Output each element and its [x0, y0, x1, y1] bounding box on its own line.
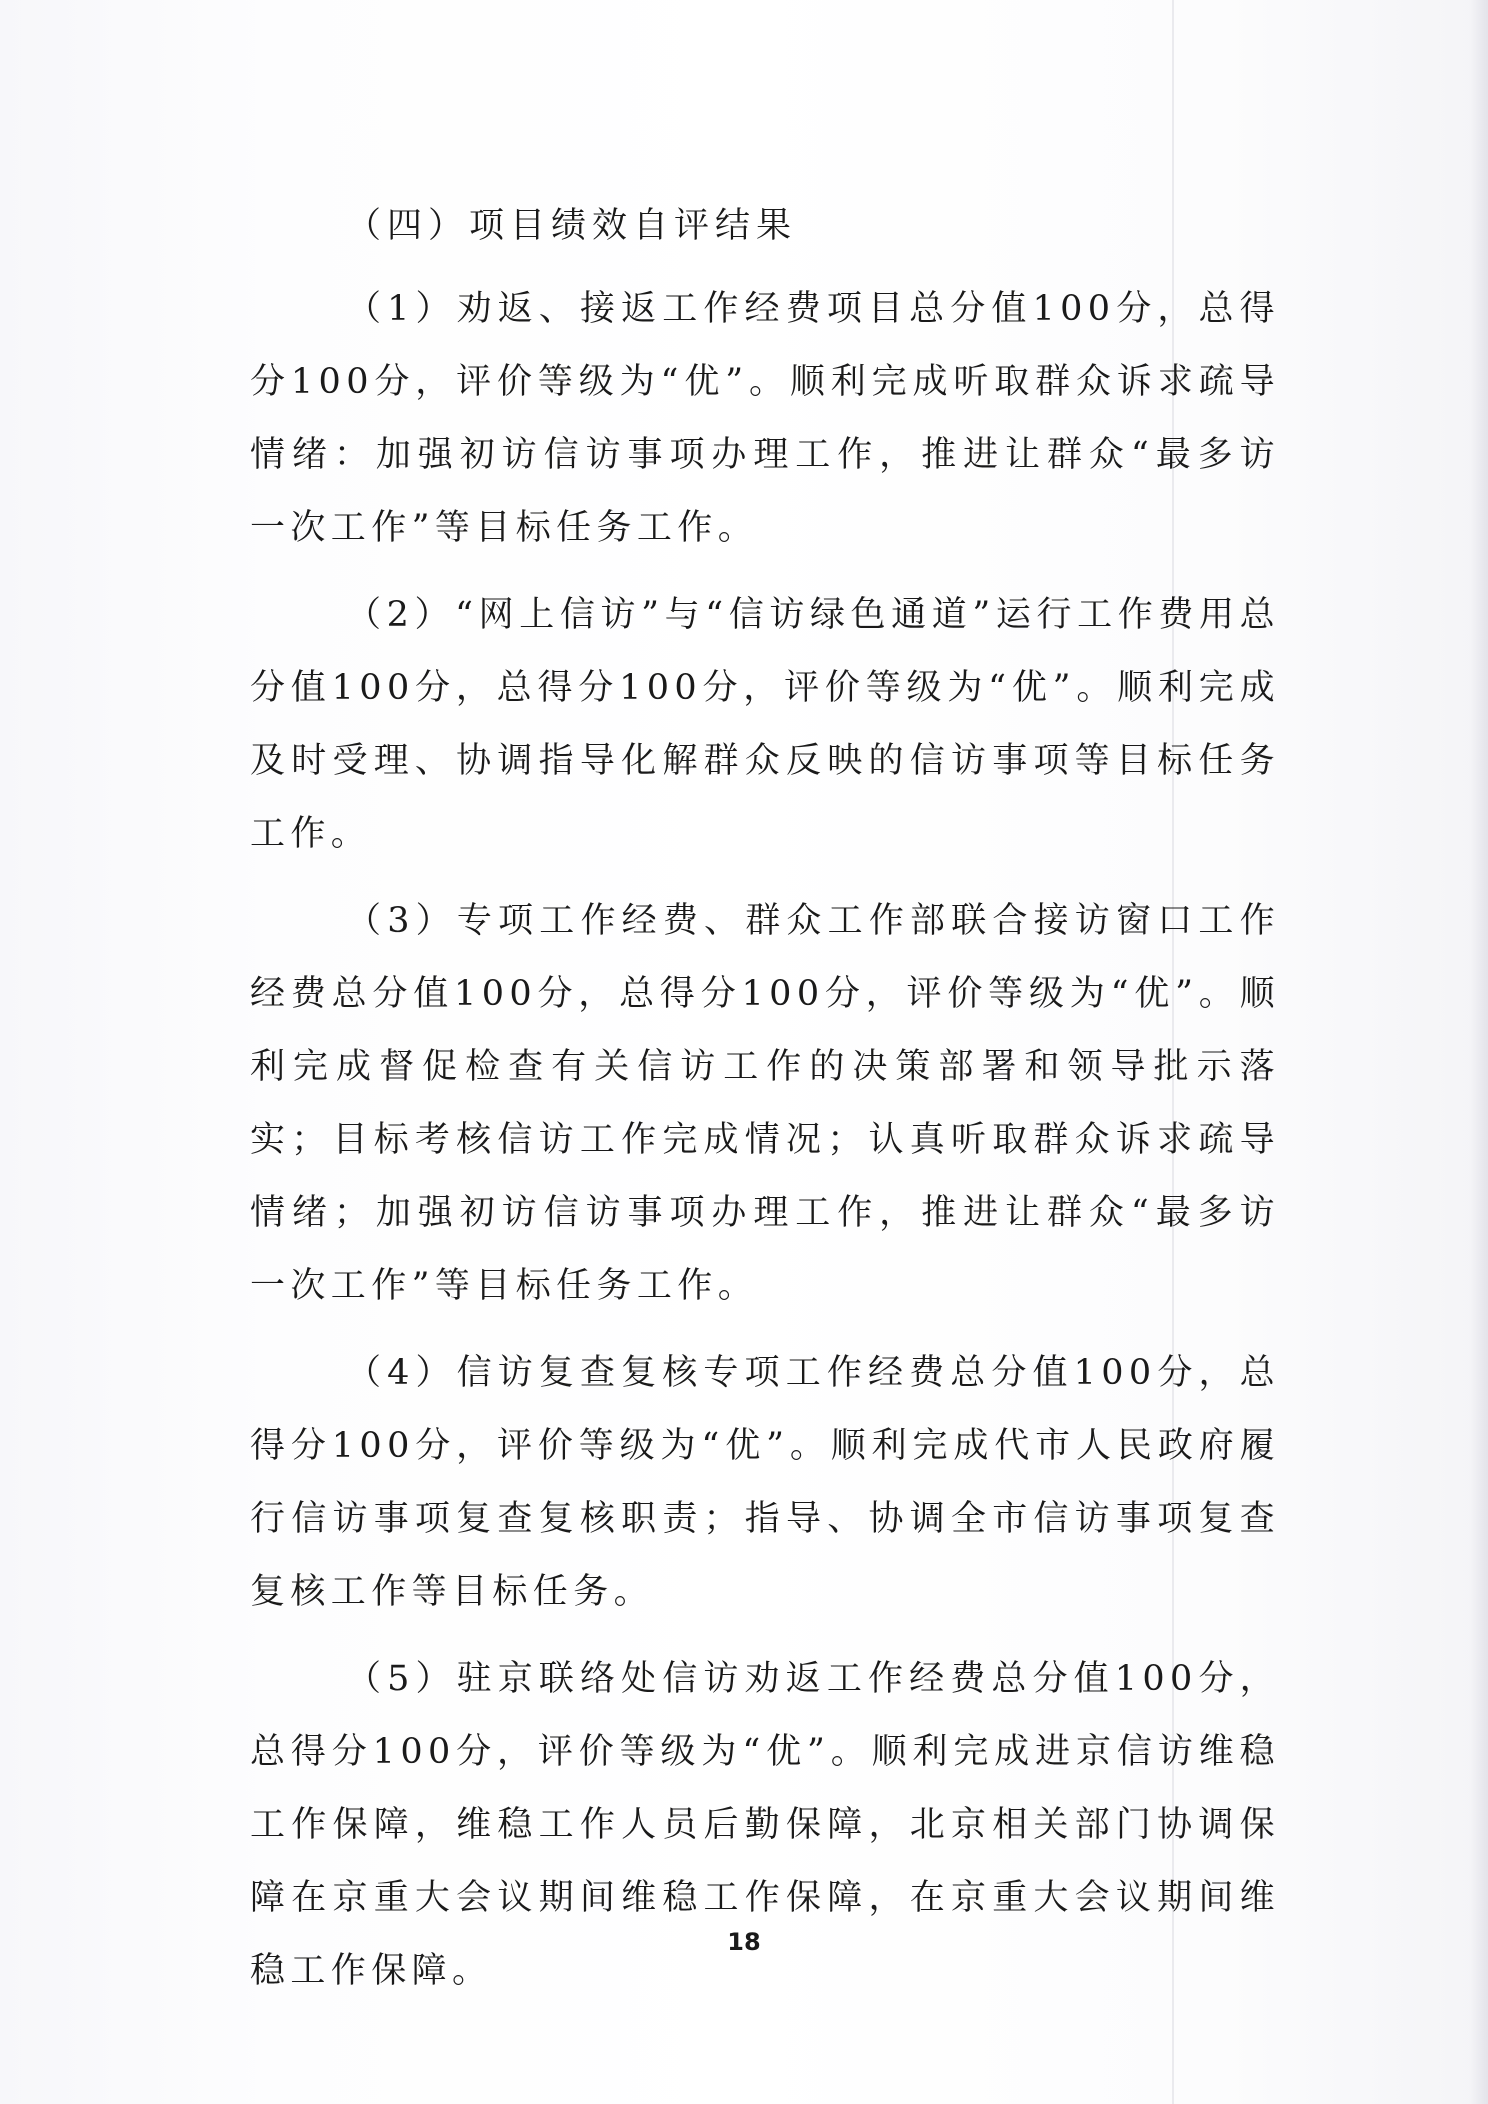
paragraph-item-3: （3）专项工作经费、群众工作部联合接访窗口工作经费总分值100分，总得分100分，评价等级为“优”。顺利完成督促检查有关信访工作的决策部署和领导批示落实；目标考核信访工作完成情况；认真听取群众诉求疏导情绪；加强初访信访事项办理工作，推进让群众“最多访一次工作”等目标任务工作。 — [250, 901, 1280, 1306]
paragraph-item-2: （2）“网上信访”与“信访绿色通道”运行工作费用总分值100分，总得分100分，评价等级为“优”。顺利完成及时受理、协调指导化解群众反映的信访事项等目标任务工作。 — [250, 595, 1280, 854]
section-heading: （四）项目绩效自评结果 — [346, 206, 798, 246]
page-edge-shadow — [1470, 0, 1488, 2104]
paragraph-item-4: （4）信访复查复核专项工作经费总分值100分，总得分100分，评价等级为“优”。顺利完成代市人民政府履行信访事项复查复核职责；指导、协调全市信访事项复查复核工作等目标任务。 — [250, 1353, 1280, 1612]
document-body — [250, 193, 1280, 2008]
paragraph-item-1: （1）劝返、接返工作经费项目总分值100分，总得分100分，评价等级为“优”。顺利完成听取群众诉求疏导情绪：加强初访信访事项办理工作，推进让群众“最多访一次工作”等目标任务工作。 — [250, 289, 1280, 548]
page-number: 18 — [727, 1928, 761, 1956]
paragraph-item-5: （5）驻京联络处信访劝返工作经费总分值100分，总得分100分，评价等级为“优”。顺利完成进京信访维稳工作保障，维稳工作人员后勤保障，北京相关部门协调保障在京重大会议期间维稳工作保障，在京重大会议期间维稳工作保障。 — [250, 1659, 1280, 1991]
